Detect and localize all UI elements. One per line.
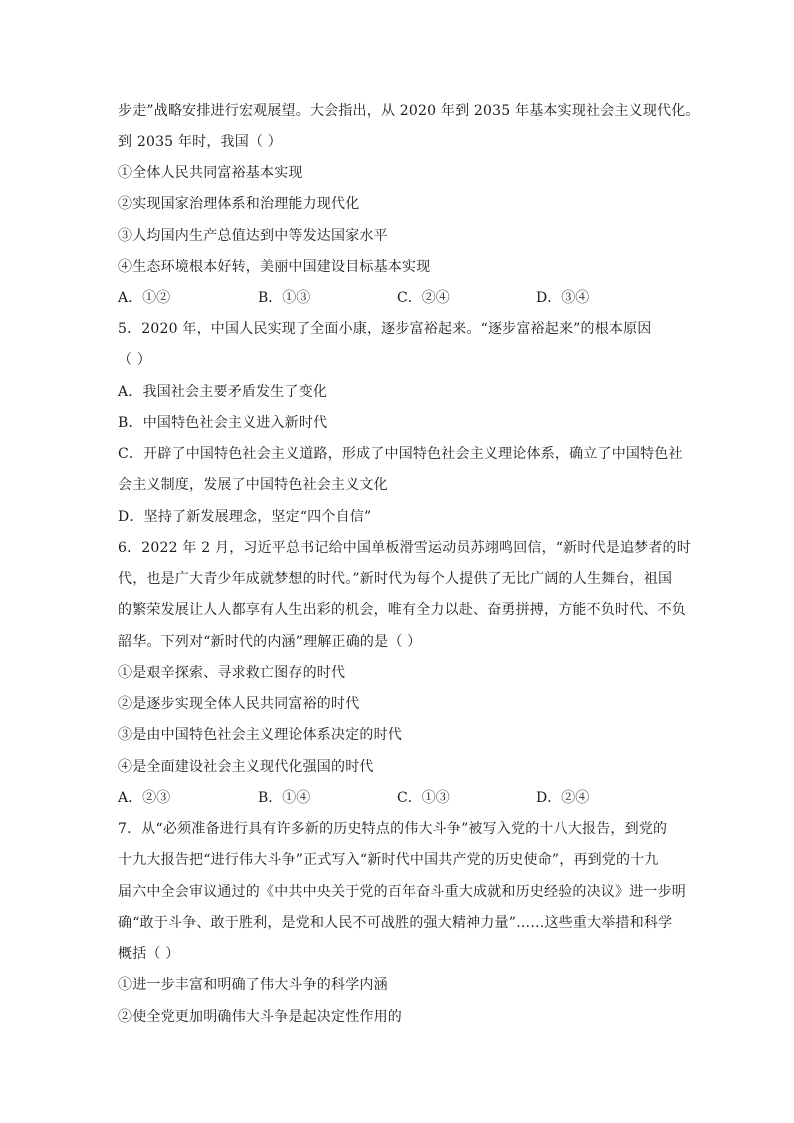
text-line: 确“敢于斗争、敢于胜利，是党和人民不可战胜的强大精神力量”……这些重大举措和科学 [118,915,673,931]
option-line: ①进一步丰富和明确了伟大斗争的科学内涵 [118,977,388,993]
option-line: ①是艰辛探索、寻求救亡图存的时代 [118,665,346,681]
answer-option: C．①③ [397,790,450,806]
option-line: D．坚持了新发展理念，坚定“四个自信” [118,509,372,525]
option-line: A．我国社会主要矛盾发生了变化 [118,384,328,400]
text-line: 步走”战略安排进行宏观展望。大会指出，从 2020 年到 2035 年基本实现社会主义现代化。 [118,103,700,119]
option-line: ④生态环境根本好转，美丽中国建设目标基本实现 [118,259,431,275]
text-line: 会主义制度，发展了中国特色社会主义文化 [118,477,388,493]
option-line: ②使全党更加明确伟大斗争是起决定性作用的 [118,1009,402,1025]
option-line: ②是逐步实现全体人民共同富裕的时代 [118,696,360,712]
option-line: ③是由中国特色社会主义理论体系决定的时代 [118,727,402,743]
answer-option: B．①④ [258,790,311,806]
text-line: 的繁荣发展让人人都享有人生出彩的机会，唯有全力以赴、奋勇拼搏，方能不负时代、不负 [118,602,686,618]
answer-option: D．②④ [536,790,590,806]
option-line: ①全体人民共同富裕基本实现 [118,165,303,181]
text-line: （ ） [118,352,152,368]
text-line: 概括（ ） [118,946,180,962]
option-line: C．开辟了中国特色社会主义道路，形成了中国特色社会主义理论体系，确立了中国特色社 [118,446,683,462]
question-5: 5．2020 年，中国人民实现了全面小康，逐步富裕起来。“逐步富裕起来”的根本原因 [118,321,652,337]
question-7: 7．从“必须准备进行具有许多新的历史特点的伟大斗争”被写入党的十八大报告，到党的 [118,821,668,837]
text-line: 代，也是广大青少年成就梦想的时代。”新时代为每个人提供了无比广阔的人生舞台，祖国 [118,571,673,587]
answer-option: D．③④ [536,290,590,306]
question-6: 6．2022 年 2 月，习近平总书记给中国单板滑雪运动员苏翊鸣回信，“新时代是追梦者的时 [118,540,691,556]
option-line: B．中国特色社会主义进入新时代 [118,415,328,431]
text-line: 十九大报告把“进行伟大斗争”正式写入“新时代中国共产党的历史使命”，再到党的十九 [118,852,659,868]
text-line: 韶华。下列对“新时代的内涵”理解正确的是（ ） [118,634,422,650]
answer-option: C．②④ [397,290,450,306]
option-line: ②实现国家治理体系和治理能力现代化 [118,196,360,212]
text-line: 到 2035 年时，我国（ ） [118,134,282,150]
answer-option: B．①③ [258,290,311,306]
text-line: 届六中全会审议通过的《中共中央关于党的百年奋斗重大成就和历史经验的决议》进一步明 [118,884,686,900]
answer-option: A．①② [118,290,171,306]
option-line: ④是全面建设社会主义现代化强国的时代 [118,759,374,775]
answer-option: A．②③ [118,790,171,806]
option-line: ③人均国内生产总值达到中等发达国家水平 [118,228,388,244]
